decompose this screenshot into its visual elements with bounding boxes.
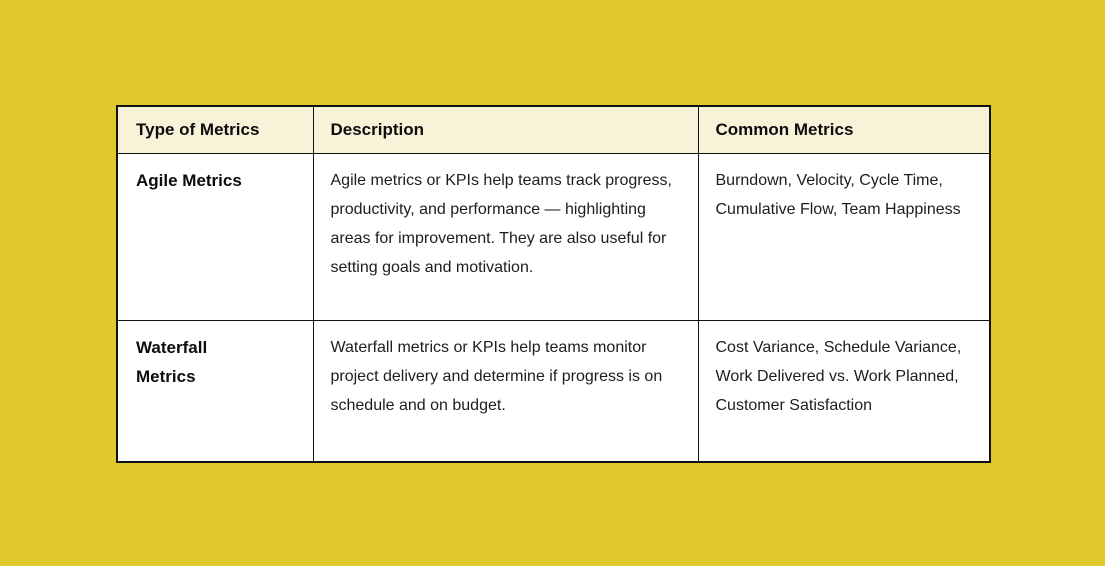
metrics-comparison-table [116, 105, 991, 463]
waterfall-type-cell: Waterfall Metrics [117, 320, 313, 462]
table-row-agile [117, 153, 990, 320]
header-description: Description [313, 106, 698, 153]
agile-type-cell: Agile Metrics [117, 153, 313, 320]
header-type-of-metrics: Type of Metrics [117, 106, 313, 153]
waterfall-description-cell: Waterfall metrics or KPIs help teams monitor project delivery and determine if progress is on schedule and on budget. [313, 320, 698, 462]
agile-common-metrics-cell: Burndown, Velocity, Cycle Time, Cumulative Flow, Team Happiness [698, 153, 990, 320]
waterfall-common-metrics-cell: Cost Variance, Schedule Variance, Work Delivered vs. Work Planned, Customer Satisfaction [698, 320, 990, 462]
header-common-metrics: Common Metrics [698, 106, 990, 153]
table-row-waterfall [117, 320, 990, 462]
agile-description-cell: Agile metrics or KPIs help teams track progress, productivity, and performance — highlighting areas for improvement. They are also useful for setting goals and motivation. [313, 153, 698, 320]
header-row [117, 106, 990, 153]
